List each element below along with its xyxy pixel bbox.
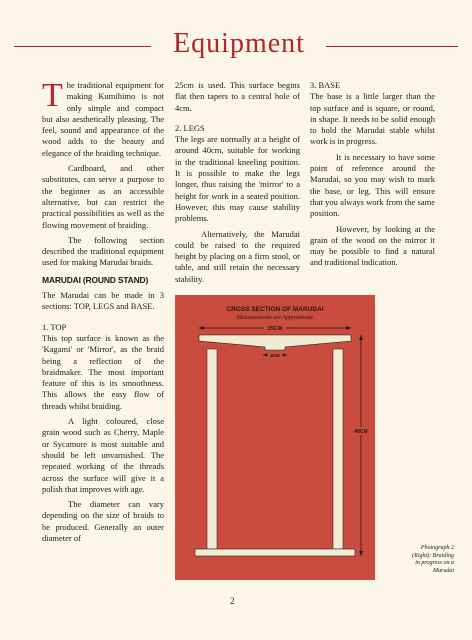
paragraph: The legs are normally at a height of around 40cm, suitable for working in the traditional kneeling position. It is possible to make the legs longer, thus raising the 'mirror' to a height for work in a seated position. However, this may cause stability problems. [175, 134, 300, 224]
base-plate [195, 549, 355, 556]
width-label: 25CM [267, 326, 283, 332]
marudai-cross-section-diagram [175, 295, 375, 580]
diagram-title: CROSS SECTION OF MARUDAI [226, 306, 324, 313]
paragraph: The Marudai can be made in 3 sections: TOP, LEGS and BASE. [42, 290, 164, 312]
hole-label: 4CM [270, 353, 280, 358]
paragraph: This top surface is known as the 'Kagami' or 'Mirror', as the braid being a reflection of the braidmaker. The most important feature of this is its smoothness. This allows the easy flow of threads whilst braiding. [42, 332, 164, 411]
paragraph: Alternatively, the Marudai could be raised to the required height by placing on a firm stool, or table, and still retain the necessary stability. [175, 228, 300, 284]
right-leg [333, 349, 343, 549]
diagram-subtitle: Measurements are Approximate [236, 315, 314, 321]
paragraph: A light coloured, close grain wood such as Cherry, Maple or Sycamore is most suitable and should be left unvarnished. The repeated working of the threads across the surface will give it a polish that improves with age. [42, 416, 164, 494]
column-1 [42, 77, 164, 548]
subheading-top: 1. TOP [42, 321, 67, 332]
width-arrow-right [346, 326, 351, 330]
page-title: Equipment [173, 28, 305, 59]
section-heading-marudai: MARUDAI (ROUND STAND) [42, 274, 149, 285]
page-number: 2 [230, 596, 235, 606]
column-2 [175, 80, 300, 289]
paragraph: The base is a little larger than the top surface and is square, or round, in shape. It needs to be solid enough to hold the Marudai stable whilst work is in progress. [310, 91, 435, 147]
column-3 [310, 80, 435, 273]
paragraph: However, by looking at the grain of the wood on the mirror it may be possible to find a natural and traditional indication. [310, 223, 435, 268]
caption-line: Marudai [433, 567, 454, 574]
intro-paragraph [42, 77, 164, 159]
height-arrow-top [359, 335, 363, 340]
hole-arrow-right [283, 354, 287, 357]
intro-text: he traditional equipment for making Kumihimo is not only simple and compact but also aesthetically pleasing. The feel, sound and appearance of the wood adds to the beauty and elegance of the braiding technique. [42, 80, 164, 158]
height-arrow-bottom [359, 551, 363, 556]
width-arrow-left [199, 326, 204, 330]
caption-line: (Right): Braiding [412, 552, 454, 559]
title-rule-left [14, 46, 151, 47]
subheading-base: 3. BASE [310, 80, 341, 90]
paragraph: Cardboard, and other substitutes, can serve a purpose to the beginner as an accessible alternative, but can restrict the practical possibilities as well as the flowing movement of braiding. [42, 163, 164, 230]
subheading-legs: 2. LEGS [175, 122, 205, 133]
photo-caption [378, 545, 454, 575]
mirror-top [199, 335, 351, 350]
paragraph: The following section described the traditional equipment used for making Marudai braids. [42, 234, 164, 268]
paragraph: It is necessary to have some point of reference around the Marudai, so you may wish to mark the base, or leg. This will ensure that you always work from the same position. [310, 151, 435, 219]
marudai-diagram-svg [175, 295, 375, 580]
paragraph: 25cm is used. This surface begins flat then tapers to a central hole of 4cm. [175, 80, 300, 113]
drop-cap: T [42, 77, 63, 114]
paragraph: The diameter can vary depending on the size of braids to be produced. Generally an outer diameter of [42, 499, 164, 543]
height-label: 40CM [354, 429, 368, 435]
caption-line: Photograph 2 [420, 545, 454, 551]
title-rule-right [326, 46, 458, 47]
hole-arrow-left [263, 354, 267, 357]
caption-line: in progress on a [415, 560, 454, 567]
left-leg [207, 349, 217, 549]
